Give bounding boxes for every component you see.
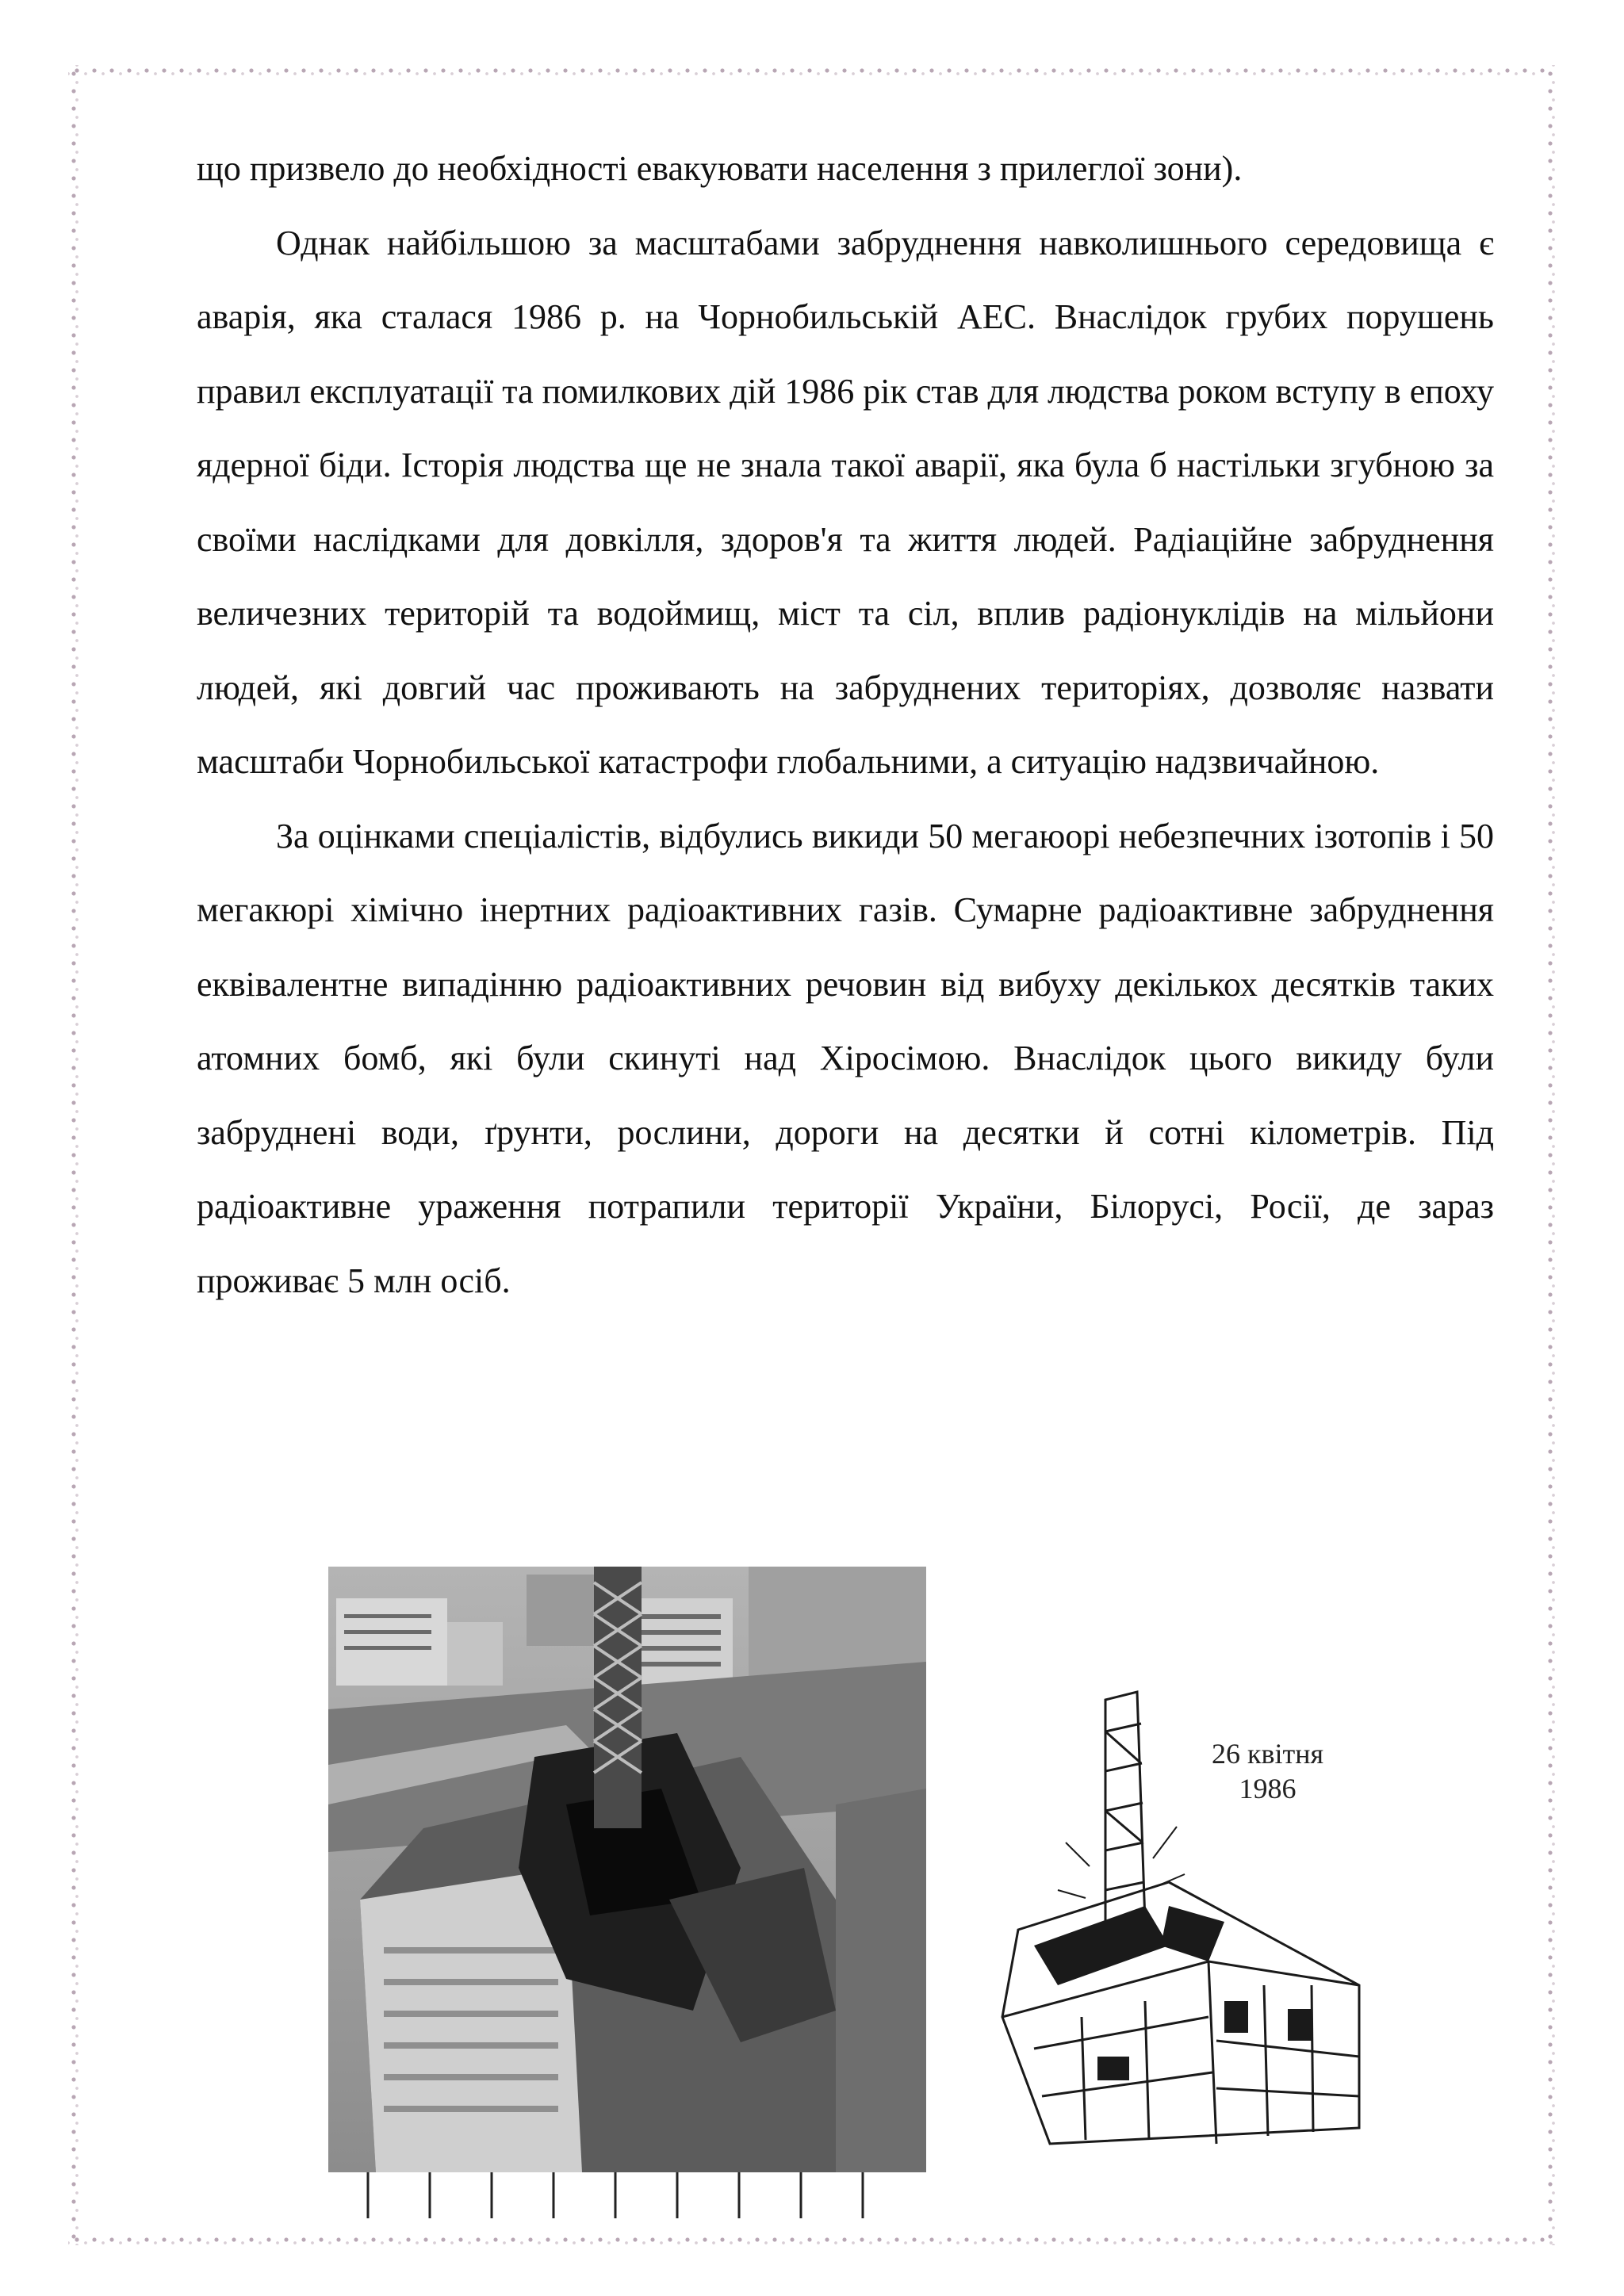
document-body — [197, 132, 1494, 1318]
date-stamp — [1212, 1736, 1323, 1806]
border-bottom — [68, 2234, 1556, 2245]
stamp-date: 26 квітня — [1212, 1738, 1324, 1770]
stamp-year: 1986 — [1239, 1773, 1297, 1804]
sarcophagus-drawing — [986, 1684, 1415, 2160]
paragraph-emissions-estimate: За оцінками спеціалістів, відбулись викиди 50 мегаюорі небезпечних ізотопів і 50 мегакюрі хімічно інертних радіоактивних газів. Сумарне радіоактивне забруднення еквівалентне випадінню радіоактивних речовин від вибуху декількох десятків таких атомних бомб, які були скинуті над Хіросімою. Внаслідок цього викиду були забруднені води, ґрунти, рослини, дороги на десятки й сотні кілометрів. Під радіоактивне ураження потрапили території України, Білорусі, Росії, де зараз проживає 5 млн осіб. — [197, 816, 1494, 1300]
memorial-sketch — [986, 1684, 1415, 2160]
chernobyl-reactor-photo — [328, 1567, 926, 2172]
border-left — [68, 65, 79, 2245]
border-right — [1545, 65, 1556, 2245]
border-top — [68, 65, 1556, 76]
photo-edge-marks — [365, 2172, 872, 2218]
paragraph-chernobyl-accident: Однак найбільшою за масштабами забруднення навколишнього середовища є аварія, яка сталася 1986 р. на Чорнобильській АЕС. Внаслідок грубих порушень правил експлуатації та помилкових дій 1986 рік став для людства роком вступу в епоху ядерної біди. Історія людства ще не знала такої аварії, яка була б настільки згубною за своїми наслідками для довкілля, здоров'я та життя людей. Радіаційне забруднення величезних територій та водоймищ, міст та сіл, вплив радіонуклідів на мільйони людей, які довгий час проживають на забруднених територіях, дозволяє назвати масштаби Чорнобильської катастрофи глобальними, а ситуацію надзвичайною. — [197, 223, 1494, 781]
paragraph-continuation: що призвело до необхідності евакуювати населення з прилеглої зони). — [197, 149, 1243, 188]
